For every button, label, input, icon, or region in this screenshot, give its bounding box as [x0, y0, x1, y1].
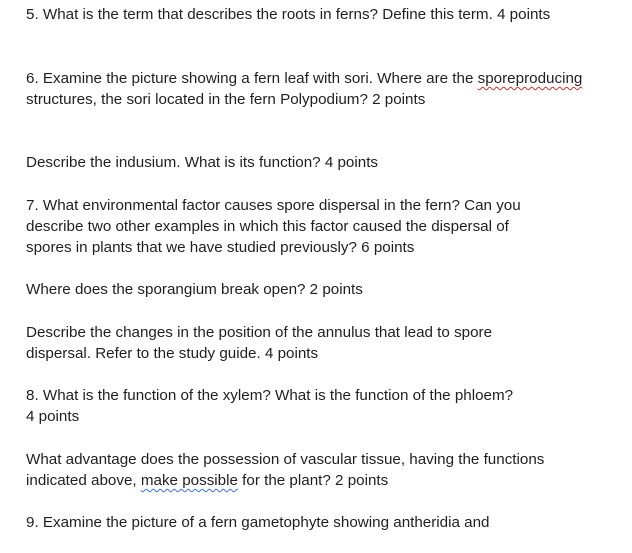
vascular-question-line-2: indicated above, make possible for the plant? 2 points	[26, 472, 389, 489]
indusium-question-line: Describe the indusium. What is its function? 4 points	[26, 154, 379, 171]
question-7-line-2: describe two other examples in which this factor caused the dispersal of	[26, 218, 509, 235]
grammar-flag[interactable]: make possible	[140, 472, 238, 489]
question-8-line-1: 8. What is the function of the xylem? What is the function of the phloem?	[26, 387, 514, 404]
annulus-question-line-1: Describe the changes in the position of the annulus that lead to spore	[26, 324, 493, 341]
spellcheck-flag[interactable]: sporeproducing	[477, 70, 583, 87]
question-5-line-1: 5. What is the term that describes the roots in ferns? Define this term. 4 points	[26, 6, 551, 23]
vascular-question-line-1: What advantage does the possession of vascular tissue, having the functions	[26, 451, 545, 468]
question-7-line-1: 7. What environmental factor causes spore dispersal in the fern? Can you	[26, 197, 521, 214]
annulus-question-line-2: dispersal. Refer to the study guide. 4 points	[26, 345, 319, 362]
question-8-line-2: 4 points	[26, 408, 80, 425]
question-9-line-1: 9. Examine the picture of a fern gametophyte showing antheridia and	[26, 514, 490, 531]
question-7-line-3: spores in plants that we have studied previously? 6 points	[26, 239, 415, 256]
question-6-line-1: 6. Examine the picture showing a fern leaf with sori. Where are the sporeproducing	[26, 70, 583, 87]
sporangium-question-line: Where does the sporangium break open? 2 points	[26, 281, 363, 298]
question-6-line-2: structures, the sori located in the fern Polypodium? 2 points	[26, 91, 426, 108]
